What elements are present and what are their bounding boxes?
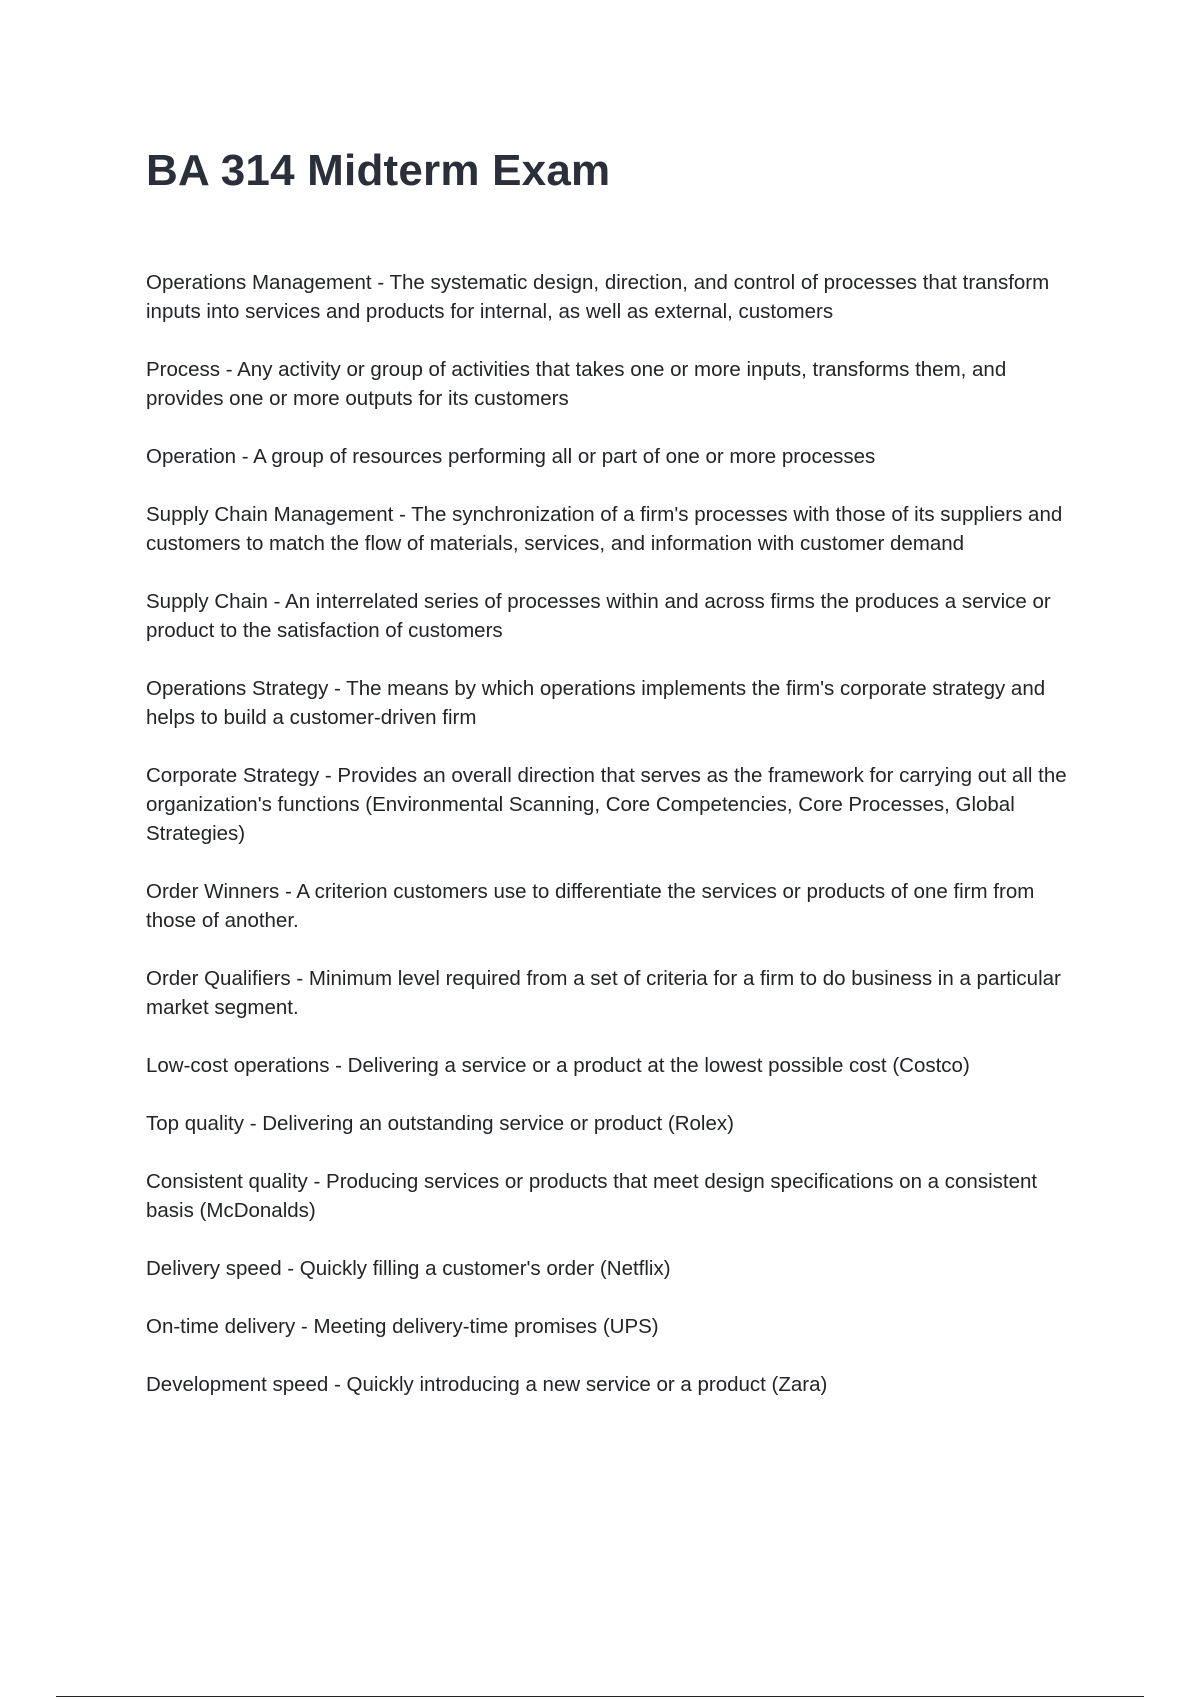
term-definition: Process - Any activity or group of activities that takes one or more inputs, transforms them, and provides one or more outputs for its customers [146, 358, 1007, 410]
footer-divider [56, 1696, 1144, 1697]
term-definition: On-time delivery - Meeting delivery-time promises (UPS) [146, 1315, 659, 1338]
term-definition: Low-cost operations - Delivering a service or a product at the lowest possible cost (Costco) [146, 1054, 970, 1077]
term-list [146, 268, 1086, 1428]
term-definition: Corporate Strategy - Provides an overall direction that serves as the framework for carrying out all the organization's functions (Environmental Scanning, Core Competencies, Core Processes, Global Strategies) [146, 764, 1067, 845]
term-definition: Supply Chain Management - The synchronization of a firm's processes with those of its suppliers and customers to match the flow of materials, services, and information with customer demand [146, 503, 1063, 555]
term-definition: Order Qualifiers - Minimum level required from a set of criteria for a firm to do business in a particular market segment. [146, 967, 1061, 1019]
term-definition: Consistent quality - Producing services or products that meet design specifications on a consistent basis (McDonalds) [146, 1170, 1038, 1222]
term-definition: Supply Chain - An interrelated series of processes within and across firms the produces a service or product to the satisfaction of customers [146, 590, 1051, 642]
term-definition: Development speed - Quickly introducing a new service or a product (Zara) [146, 1373, 828, 1396]
term-definition: Delivery speed - Quickly filling a customer's order (Netflix) [146, 1257, 671, 1280]
document-title: BA 314 Midterm Exam [146, 146, 611, 195]
term-definition: Operations Strategy - The means by which operations implements the firm's corporate strategy and helps to build a customer-driven firm [146, 677, 1046, 729]
term-definition: Operations Management - The systematic design, direction, and control of processes that transform inputs into services and products for internal, as well as external, customers [146, 271, 1050, 323]
term-definition: Operation - A group of resources performing all or part of one or more processes [146, 445, 876, 468]
term-definition: Order Winners - A criterion customers use to differentiate the services or products of one firm from those of another. [146, 880, 1035, 932]
term-definition: Top quality - Delivering an outstanding service or product (Rolex) [146, 1112, 734, 1135]
